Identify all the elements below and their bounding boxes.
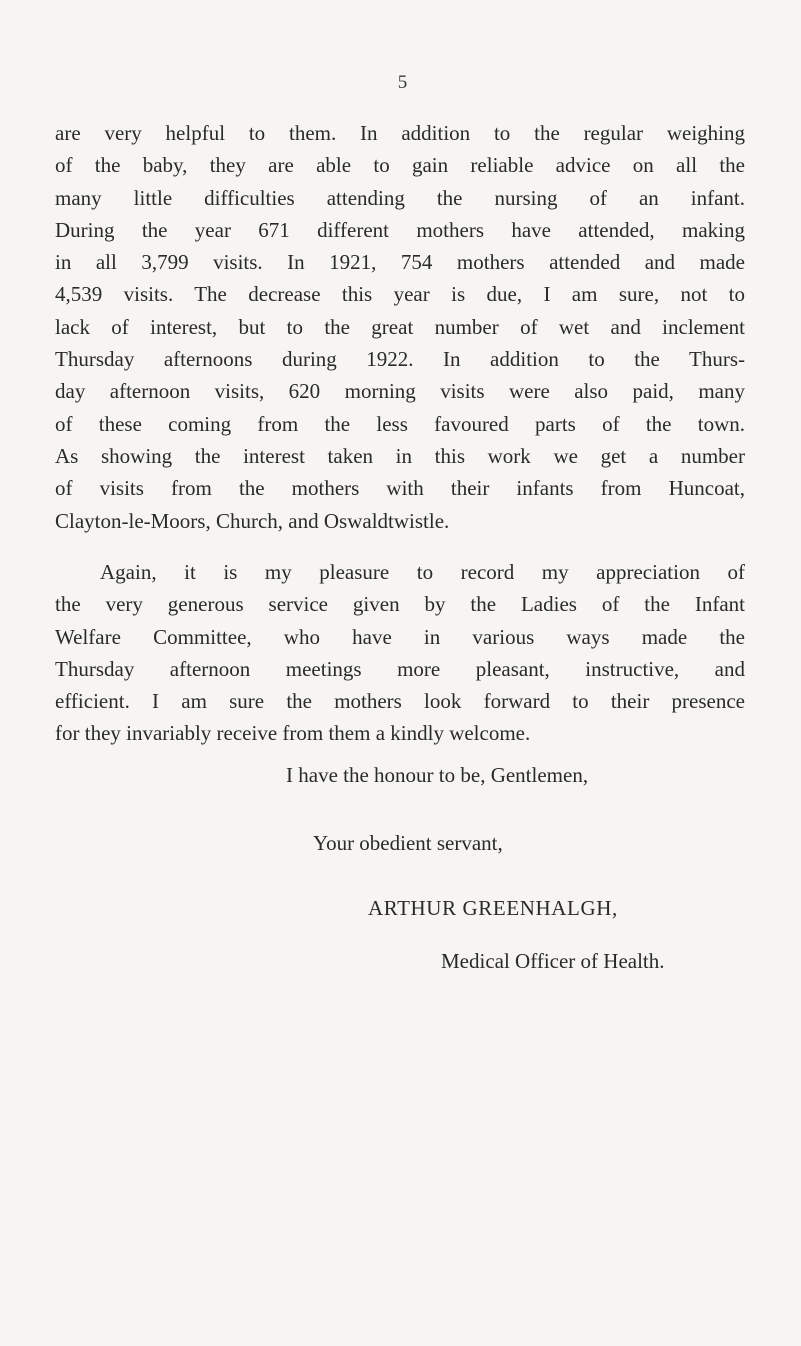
- text-line: As showing the interest taken in this work we get a number: [55, 443, 745, 468]
- text-line: of the baby, they are able to gain reliable advice on all the: [55, 153, 745, 178]
- text-line: of these coming from the less favoured parts of the town.: [55, 411, 745, 436]
- text-line: Clayton-le-Moors, Church, and Oswaldtwistle.: [55, 508, 450, 533]
- text-line: lack of interest, but to the great number of wet and inclement: [55, 314, 745, 339]
- text-line: Thursday afternoons during 1922. In addition to the Thurs-: [55, 347, 745, 372]
- text-line: in all 3,799 visits. In 1921, 754 mothers attended and made: [55, 250, 745, 275]
- text-line: the very generous service given by the Ladies of the Infant: [55, 592, 745, 617]
- text-line: for they invariably receive from them a kindly welcome.: [55, 721, 531, 746]
- signatory-name: ARTHUR GREENHALGH,: [368, 896, 618, 920]
- signatory-title: Medical Officer of Health.: [441, 949, 665, 973]
- closing-salutation: I have the honour to be, Gentlemen,: [286, 763, 589, 787]
- text-line: Again, it is my pleasure to record my appreciation of: [100, 560, 745, 584]
- text-line: are very helpful to them. In addition to the regular weighing: [55, 121, 745, 145]
- paragraph-appreciation: [55, 556, 745, 750]
- text-line: Welfare Committee, who have in various ways made the: [55, 624, 745, 649]
- text-line: Thursday afternoon meetings more pleasant, instructive, and: [55, 656, 745, 681]
- text-line: efficient. I am sure the mothers look forward to their presence: [55, 689, 745, 714]
- text-line: During the year 671 different mothers have attended, making: [55, 217, 745, 242]
- closing-servant: Your obedient servant,: [313, 831, 503, 855]
- text-line: of visits from the mothers with their infants from Huncoat,: [55, 476, 745, 501]
- text-line: many little difficulties attending the nursing of an infant.: [55, 185, 745, 210]
- page-number: 5: [397, 72, 408, 93]
- text-line: day afternoon visits, 620 morning visits were also paid, many: [55, 379, 745, 404]
- text-line: 4,539 visits. The decrease this year is due, I am sure, not to: [55, 282, 745, 307]
- paragraph-infant-visits: [55, 117, 745, 537]
